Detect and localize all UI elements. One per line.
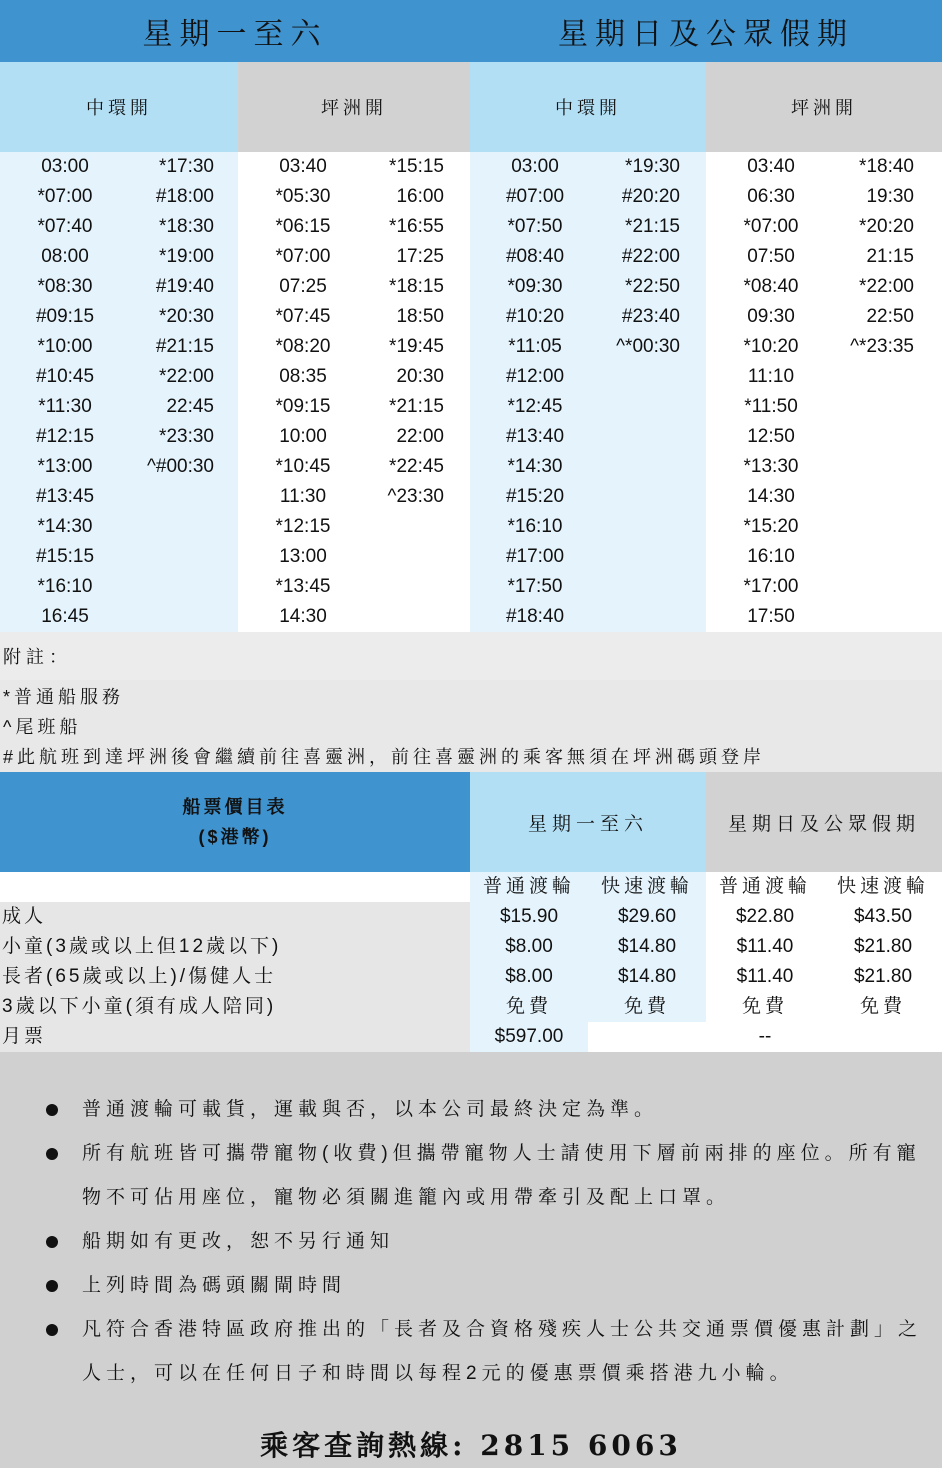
departure-time: *13:45 [275, 576, 331, 597]
weekday-pengchau-col2 [328, 152, 446, 512]
departure-time: #21:15 [155, 336, 214, 357]
departure-time: #23:40 [621, 306, 680, 327]
note-last-sailing: ^尾班船 [3, 717, 82, 737]
remark-concession: 凡符合香港特區政府推出的「長者及合資格殘疾人士公共交通票價優惠計劃」之人士，可以在任何日子和時間以每程2元的優惠票價乘搭港九小輪。 [82, 1319, 923, 1384]
departure-time: 07:50 [747, 246, 795, 267]
departure-time: 08:35 [279, 366, 327, 387]
weekday-central-label: 中環開 [86, 98, 152, 118]
departure-time: #07:00 [505, 186, 565, 207]
departure-time: *20:30 [159, 306, 214, 327]
departure-time: #12:00 [505, 366, 565, 387]
departure-time: *21:15 [625, 216, 680, 237]
fare-value: $11.40 [736, 966, 794, 987]
holiday-central-header [470, 62, 706, 152]
departure-time: 20:30 [396, 366, 444, 387]
remark-pets: 所有航班皆可攜帶寵物(收費)但攜帶寵物人士請使用下層前兩排的座位。所有寵物不可佔用座位，寵物必須關進籠內或用帶牽引及配上口罩。 [82, 1143, 921, 1208]
fare-value: $8.00 [505, 966, 553, 987]
fare-row-label: 3歲以下小童(須有成人陪同) [2, 996, 277, 1017]
remark-cargo: 普通渡輪可載貨，運載與否，以本公司最終決定為準。 [82, 1099, 659, 1120]
fare-value: 免費 [859, 996, 906, 1017]
departure-time: *16:10 [507, 516, 563, 537]
fare-holiday-label: 星期日及公眾假期 [727, 813, 920, 835]
departure-time: *06:15 [275, 216, 331, 237]
fare-row-label: 成人 [2, 906, 47, 927]
departure-time: #13:40 [505, 426, 565, 447]
departure-time: 03:00 [511, 156, 559, 177]
departure-time: 12:50 [747, 426, 795, 447]
departure-time: *13:00 [37, 456, 93, 477]
departure-time: *08:40 [743, 276, 799, 297]
departure-time: *05:30 [275, 186, 331, 207]
fare-value: $11.40 [736, 936, 794, 957]
fare-value: $21.80 [853, 966, 913, 987]
fare-value: $43.50 [853, 906, 913, 927]
fare-weekday-header [470, 772, 706, 872]
departure-time: *16:10 [37, 576, 93, 597]
departure-time: #08:40 [505, 246, 565, 267]
fare-value: 免費 [623, 996, 670, 1017]
departure-time: 22:50 [866, 306, 914, 327]
departure-time: *18:15 [389, 276, 444, 297]
departure-time: 16:45 [41, 606, 89, 627]
departure-time: #15:15 [35, 546, 95, 567]
fare-table-title [0, 772, 470, 872]
departure-time: *07:00 [743, 216, 799, 237]
fare-value: $29.60 [617, 906, 677, 927]
departure-time: 03:40 [747, 156, 795, 177]
bullet-icon [46, 1104, 58, 1116]
departure-time: 07:25 [279, 276, 327, 297]
departure-time: *07:50 [507, 216, 563, 237]
departure-time: *10:20 [743, 336, 799, 357]
departure-time: *19:30 [625, 156, 680, 177]
departure-time: #10:45 [35, 366, 95, 387]
departure-time: *14:30 [507, 456, 563, 477]
departure-time: 11:30 [279, 486, 327, 507]
departure-time: *11:50 [744, 396, 798, 417]
departure-time: *07:00 [275, 246, 331, 267]
fare-value: $14.80 [617, 936, 677, 957]
monthly-ticket-label: 月票 [2, 1026, 47, 1047]
remark-gate-time: 上列時間為碼頭關閘時間 [82, 1275, 347, 1296]
departure-time: 17:25 [396, 246, 444, 267]
fare-value: $21.80 [853, 936, 913, 957]
departure-time: #15:20 [505, 486, 565, 507]
fare-row-label: 長者(65歲或以上)/傷健人士 [2, 966, 277, 987]
holiday-pengchau-col2 [798, 152, 916, 362]
weekday-central-col2 [98, 152, 216, 482]
departure-time: *14:30 [37, 516, 93, 537]
fare-sub-ordinary-holiday: 普通渡輪 [718, 876, 811, 897]
departure-time: 22:45 [166, 396, 214, 417]
fare-holiday-header [706, 772, 942, 872]
holiday-pengchau-label: 坪洲開 [791, 98, 857, 118]
fare-subheader-spacer [0, 872, 470, 902]
departure-time: #22:00 [621, 246, 680, 267]
departure-time: 19:30 [866, 186, 914, 207]
holiday-central-label: 中環開 [555, 98, 621, 118]
departure-time: 03:40 [279, 156, 327, 177]
departure-time: *11:05 [508, 336, 562, 357]
departure-time: *08:30 [37, 276, 93, 297]
fare-row-label: 小童(3歲或以上但12歲以下) [2, 936, 282, 957]
notes-heading: 附註： [0, 632, 942, 680]
departure-time: *20:20 [859, 216, 914, 237]
note-hei-ling-chau: #此航班到達坪洲後會繼續前往喜靈洲，前往喜靈洲的乘客無須在坪洲碼頭登岸 [3, 747, 766, 767]
departure-time: 22:00 [396, 426, 444, 447]
departure-time: 21:15 [866, 246, 914, 267]
departure-time: *22:45 [389, 456, 444, 477]
departure-time: 06:30 [747, 186, 795, 207]
fare-value: 免費 [505, 996, 552, 1017]
weekday-header [0, 0, 470, 62]
departure-time: 08:00 [41, 246, 89, 267]
departure-time: *12:15 [275, 516, 331, 537]
departure-time: ^#00:30 [146, 456, 214, 477]
departure-time: #10:20 [505, 306, 565, 327]
departure-time: 16:00 [396, 186, 444, 207]
departure-time: 14:30 [279, 606, 327, 627]
departure-time: *09:30 [507, 276, 563, 297]
departure-time: *11:30 [38, 396, 92, 417]
departure-time: *08:20 [275, 336, 331, 357]
bullet-icon [46, 1236, 58, 1248]
departure-time: ^*00:30 [616, 336, 680, 357]
bullet-icon [46, 1148, 58, 1160]
bullet-icon [46, 1280, 58, 1292]
departure-time: *18:30 [159, 216, 214, 237]
weekday-pengchau-label: 坪洲開 [321, 98, 387, 118]
holiday-header-label: 星期日及公眾假期 [558, 17, 854, 52]
holiday-pengchau-header [706, 62, 942, 152]
departure-time: *17:30 [159, 156, 214, 177]
hotline: 乘客查詢熱線: 2815 6063 [260, 1429, 682, 1462]
departure-time: 14:30 [747, 486, 795, 507]
departure-time: #17:00 [505, 546, 565, 567]
departure-time: 17:50 [747, 606, 795, 627]
weekday-pengchau-header [238, 62, 470, 152]
departure-time: 03:00 [41, 156, 89, 177]
departure-time: *22:00 [859, 276, 914, 297]
departure-time: ^23:30 [387, 486, 444, 507]
departure-time: *09:15 [275, 396, 331, 417]
departure-time: 09:30 [747, 306, 795, 327]
departure-time: *12:45 [507, 396, 563, 417]
departure-time: *16:55 [389, 216, 444, 237]
departure-time: *17:50 [507, 576, 563, 597]
departure-time: *07:00 [37, 186, 93, 207]
fare-value: $8.00 [505, 936, 553, 957]
departure-time: #09:15 [35, 306, 95, 327]
fare-title-label: 船票價目表 [182, 797, 288, 817]
departure-time: #19:40 [155, 276, 214, 297]
departure-time: 16:10 [747, 546, 795, 567]
departure-time: #18:40 [505, 606, 565, 627]
monthly-ticket-value: $597.00 [494, 1026, 564, 1047]
departure-time: *19:45 [389, 336, 444, 357]
departure-time: #20:20 [621, 186, 680, 207]
holiday-header [470, 0, 942, 62]
departure-time: 11:10 [747, 366, 795, 387]
departure-time: 13:00 [279, 546, 327, 567]
departure-time: ^*23:35 [850, 336, 914, 357]
remark-changes: 船期如有更改，恕不另行通知 [82, 1231, 395, 1252]
fare-value: $22.80 [735, 906, 795, 927]
fare-sub-ordinary-weekday: 普通渡輪 [482, 876, 575, 897]
departure-time: 10:00 [279, 426, 327, 447]
departure-time: #13:45 [35, 486, 95, 507]
fare-value: 免費 [741, 996, 788, 1017]
weekday-central-header [0, 62, 238, 152]
departure-time: #18:00 [155, 186, 214, 207]
fare-value: $15.90 [499, 906, 559, 927]
departure-time: *21:15 [389, 396, 444, 417]
departure-time: *15:15 [389, 156, 444, 177]
departure-time: *22:50 [625, 276, 680, 297]
departure-time: *10:00 [37, 336, 93, 357]
departure-time: 18:50 [396, 306, 444, 327]
departure-time: *18:40 [859, 156, 914, 177]
fare-sub-fast-holiday: 快速渡輪 [836, 876, 929, 897]
departure-time: *10:45 [275, 456, 331, 477]
fare-value: $14.80 [617, 966, 677, 987]
departure-time: *07:40 [37, 216, 93, 237]
departure-time: *19:00 [159, 246, 214, 267]
departure-time: *22:00 [159, 366, 214, 387]
departure-time: *07:45 [275, 306, 331, 327]
bullet-icon [46, 1324, 58, 1336]
monthly-ticket-holiday: -- [758, 1026, 772, 1047]
note-ordinary: *普通船服務 [3, 687, 125, 707]
weekday-header-label: 星期一至六 [142, 17, 328, 52]
departure-time: *13:30 [743, 456, 799, 477]
fare-sub-fast-weekday: 快速渡輪 [600, 876, 693, 897]
departure-time: *17:00 [743, 576, 799, 597]
holiday-central-col2 [564, 152, 682, 362]
fare-currency-label: ($港幣) [198, 827, 272, 847]
departure-time: *23:30 [159, 426, 214, 447]
departure-time: #12:15 [35, 426, 95, 447]
departure-time: *15:20 [743, 516, 799, 537]
fare-weekday-label: 星期一至六 [527, 813, 648, 835]
